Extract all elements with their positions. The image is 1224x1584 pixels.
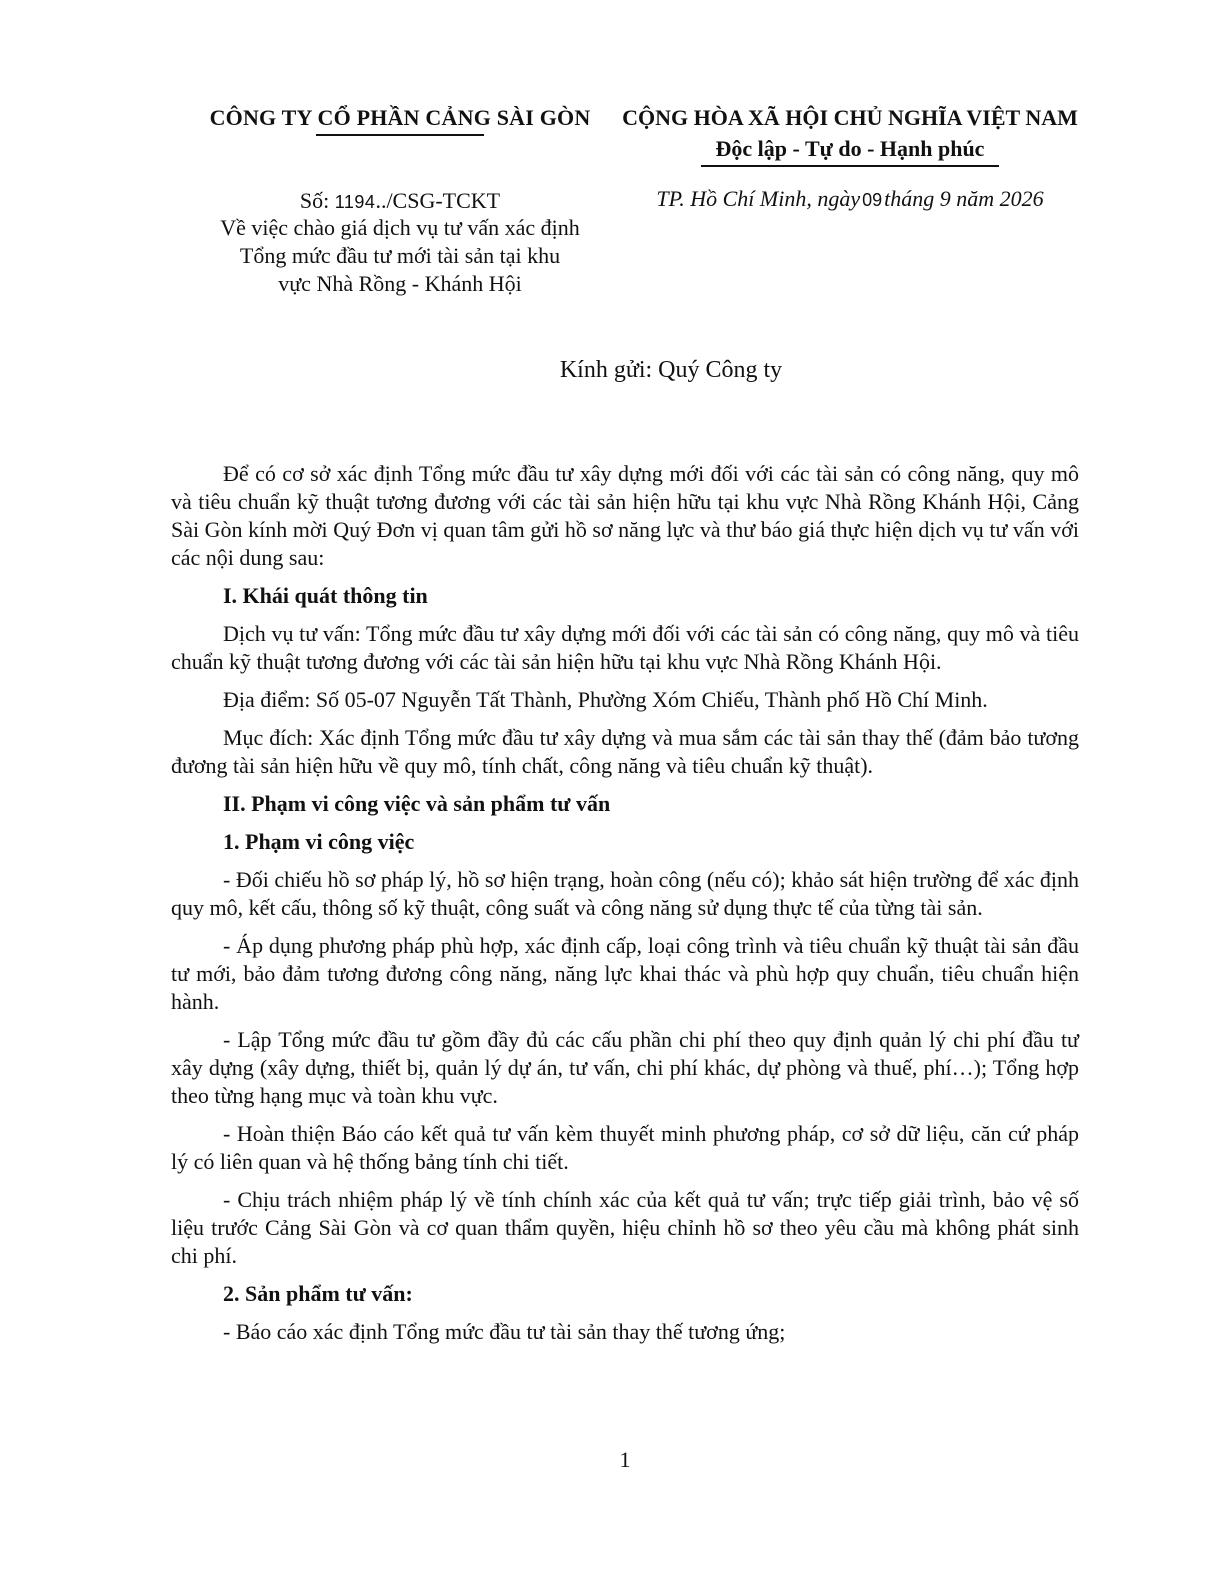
- issuer-block: [200, 102, 600, 136]
- scope-item: - Áp dụng phương pháp phù hợp, xác định cấp, loại công trình và tiêu chuẩn kỹ thuật tài sản đầu tư mới, bảo đảm tương đương công năng, năng lực khai thác và phù hợp quy chuẩn, tiêu chuẩn hiện hành.: [171, 933, 1079, 1014]
- scope-item: - Đối chiếu hồ sơ pháp lý, hồ sơ hiện trạng, hoàn công (nếu có); khảo sát hiện trường để xác định quy mô, kết cấu, thông số kỹ thuật, công suất và công năng sử dụng thực tế của từng tài sản.: [171, 867, 1079, 920]
- subsection-2-heading: 2. Sản phẩm tư vấn:: [223, 1281, 413, 1306]
- document-number-value: 1194: [334, 192, 376, 212]
- subject-line: vực Nhà Rồng - Khánh Hội: [278, 271, 522, 296]
- product-item: - Báo cáo xác định Tổng mức đầu tư tài sản thay thế tương ứng;: [223, 1319, 786, 1344]
- scope-item: - Lập Tổng mức đầu tư gồm đầy đủ các cấu phần chi phí theo quy định quản lý chi phí đầu tư xây dựng (xây dựng, thiết bị, quản lý dự án, tư vấn, chi phí khác, dự phòng và thuế, phí…); Tổng hợp theo từng hạng mục và toàn khu vực.: [171, 1027, 1079, 1108]
- country-name: CỘNG HÒA XÃ HỘI CHỦ NGHĨA VIỆT NAM: [622, 105, 1078, 130]
- purpose-paragraph: Mục đích: Xác định Tổng mức đầu tư xây dựng và mua sắm các tài sản thay thế (đảm bảo tương đương tài sản hiện hữu về quy mô, tính chất, công năng và tiêu chuẩn kỹ thuật).: [171, 725, 1079, 778]
- date-day: 09: [862, 190, 883, 210]
- subject-line: Tổng mức đầu tư mới tài sản tại khu: [239, 243, 561, 268]
- page-number: 1: [619, 1447, 631, 1472]
- service-paragraph: Dịch vụ tư vấn: Tổng mức đầu tư xây dựng mới đối với các tài sản có công năng, quy mô và tiêu chuẩn kỹ thuật tương đương với các tài sản hiện hữu tại khu vực Nhà Rồng Khánh Hội.: [171, 621, 1079, 674]
- salutation: Kính gửi: Quý Công ty: [559, 357, 783, 383]
- subject-line: Về việc chào giá dịch vụ tư vấn xác định: [220, 215, 580, 240]
- section-1-heading: I. Khái quát thông tin: [223, 583, 428, 608]
- date-prefix: TP. Hồ Chí Minh, ngày: [656, 186, 861, 211]
- document-subject: [200, 214, 600, 298]
- company-name: CÔNG TY CỔ PHẦN CẢNG SÀI GÒN: [209, 105, 591, 130]
- date-line: [610, 184, 1090, 215]
- subsection-1-heading: 1. Phạm vi công việc: [223, 829, 415, 854]
- location-paragraph: Địa điểm: Số 05-07 Nguyễn Tất Thành, Phường Xóm Chiếu, Thành phố Hồ Chí Minh.: [223, 687, 988, 712]
- scope-item: - Hoàn thiện Báo cáo kết quả tư vấn kèm thuyết minh phương pháp, cơ sở dữ liệu, căn cứ pháp lý có liên quan và hệ thống bảng tính chi tiết.: [171, 1121, 1079, 1174]
- document-number-suffix: ../CSG-TCKT: [375, 188, 501, 213]
- motto-underline: [701, 165, 999, 167]
- document-number-prefix: Số:: [299, 188, 335, 213]
- national-motto: Độc lập - Tự do - Hạnh phúc: [715, 136, 985, 161]
- document-number: [200, 186, 600, 217]
- scope-item: - Chịu trách nhiệm pháp lý về tính chính xác của kết quả tư vấn; trực tiếp giải trình, bảo vệ số liệu trước Cảng Sài Gòn và cơ quan thẩm quyền, hiệu chỉnh hồ sơ theo yêu cầu mà không phát sinh chi phí.: [171, 1187, 1079, 1268]
- letter-body: [171, 460, 1079, 1346]
- national-header: [610, 102, 1090, 167]
- section-2-heading: II. Phạm vi công việc và sản phẩm tư vấn: [223, 791, 611, 816]
- date-suffix: tháng 9 năm 2026: [884, 186, 1044, 211]
- company-underline: [316, 134, 484, 136]
- intro-paragraph: Để có cơ sở xác định Tổng mức đầu tư xây dựng mới đối với các tài sản có công năng, quy mô và tiêu chuẩn kỹ thuật tương đương với các tài sản hiện hữu tại khu vực Nhà Rồng Khánh Hội, Cảng Sài Gòn kính mời Quý Đơn vị quan tâm gửi hồ sơ năng lực và thư báo giá thực hiện dịch vụ tư vấn với các nội dung sau:: [171, 461, 1079, 570]
